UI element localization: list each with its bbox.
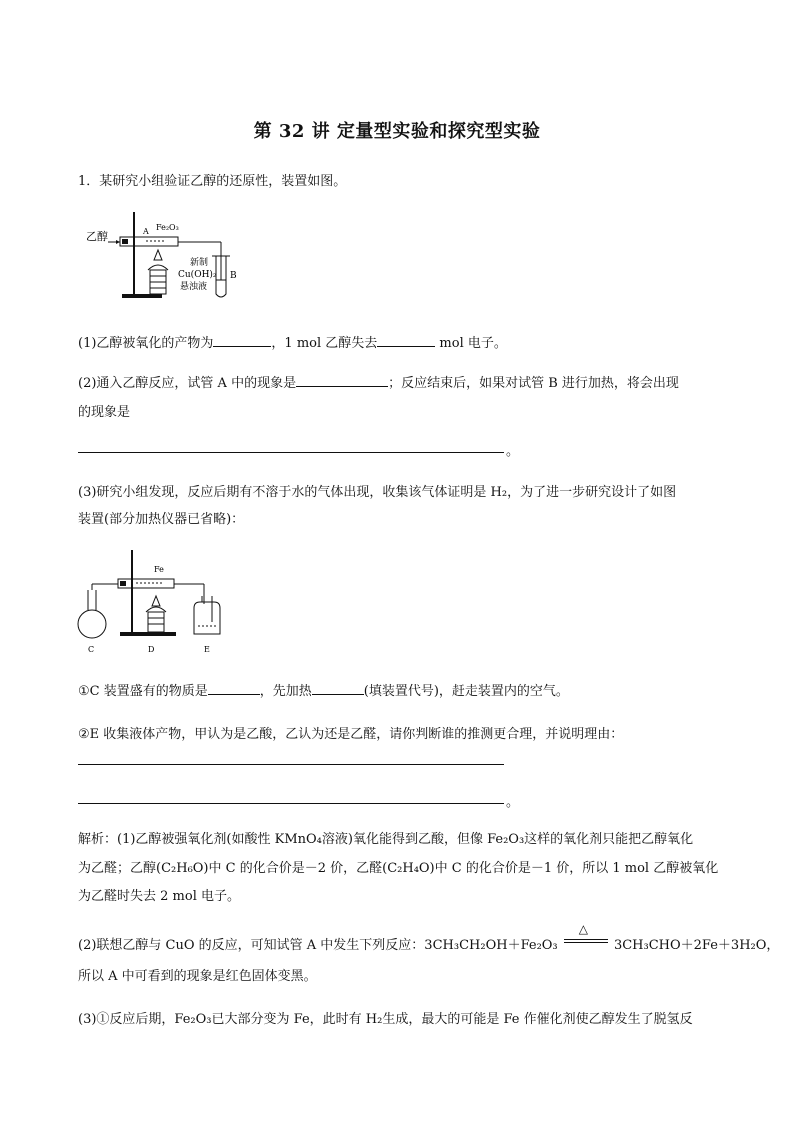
page-title: 第 32 讲 定量型实验和探究型实验 xyxy=(253,121,541,142)
question-1-3-cont: 装置(部分加热仪器已省略)： xyxy=(78,512,245,527)
period: 。 xyxy=(506,444,520,459)
question-1-1 xyxy=(78,332,507,351)
q1-1-text-a: (1)乙醇被氧化的产物为 xyxy=(78,336,214,351)
fig1-a-label: A xyxy=(143,227,149,236)
fig1-ethanol-label: 乙醇 xyxy=(86,230,108,243)
fig2-c-label: C xyxy=(88,645,95,654)
q1-1-text-b: ，1 mol 乙醇失去 xyxy=(271,336,378,351)
question-1-2 xyxy=(78,372,679,391)
apparatus-figure-2 xyxy=(72,546,232,658)
heat-symbol: △ xyxy=(578,922,589,936)
answer-blank-electrons[interactable] xyxy=(377,333,435,347)
fig2-d-label: D xyxy=(148,645,155,654)
fig2-e-label: E xyxy=(204,645,210,654)
analysis-line-5: 所以 A 中可看到的现象是红色固体变黑。 xyxy=(78,969,317,984)
analysis-line-2: 为乙醛；乙醇(C₂H₆O)中 C 的化合价是－2 价，乙醛(C₂H₄O)中 C 的化合价是－1 价，所以 1 mol 乙醇被氧化 xyxy=(78,861,719,876)
answer-line-reason-2[interactable] xyxy=(78,802,504,804)
fig1-cuoh2-label: Cu(OH)₂ xyxy=(178,270,217,280)
q1-1-text-c: mol 电子。 xyxy=(435,336,507,351)
question-1-2-cont: 的现象是 xyxy=(78,405,131,420)
analysis-equation-right: 3CH₃CHO＋2Fe＋3H₂O， xyxy=(613,938,780,953)
apparatus-figure-1 xyxy=(86,206,246,306)
analysis-line-1: 解析：(1)乙醇被强氧化剂(如酸性 KMnO₄溶液)氧化能得到乙酸，但像 Fe₂O₃这样的氧化剂只能把乙醇氧化 xyxy=(78,832,694,847)
q1-3-1-text-c: (填装置代号)，赶走装置内的空气。 xyxy=(363,684,569,699)
fig1-new-label: 新制 xyxy=(190,258,209,268)
fig1-fe2o3-label: Fe₂O₃ xyxy=(156,223,179,232)
analysis-line-6: (3)①反应后期，Fe₂O₃已大部分变为 Fe，此时有 H₂生成，最大的可能是 Fe 作催化剂使乙醇发生了脱氢反 xyxy=(78,1012,693,1027)
analysis-equation-left: (2)联想乙醇与 CuO 的反应，可知试管 A 中发生下列反应：3CH₃CH₂OH＋Fe₂O₃ xyxy=(78,938,558,953)
analysis-line-4 xyxy=(78,922,780,953)
answer-blank-substance[interactable] xyxy=(208,681,260,695)
fig1-b-label: B xyxy=(230,271,237,281)
fig1-suspension-label: 悬浊液 xyxy=(180,282,208,292)
q1-3-1-text-b: ，先加热 xyxy=(259,684,312,699)
question-1-3-2: ②E 收集液体产物，甲认为是乙酸，乙认为还是乙醛，请你判断谁的推测更合理，并说明理由： xyxy=(78,727,624,742)
answer-blank-phenomenon-a[interactable] xyxy=(296,373,388,387)
answer-line-reason-1[interactable] xyxy=(78,763,504,765)
fig2-fe-label: Fe xyxy=(154,565,164,574)
q1-3-1-text-a: ①C 装置盛有的物质是 xyxy=(78,684,208,699)
reaction-arrow xyxy=(562,922,610,949)
answer-blank-product[interactable] xyxy=(213,333,271,347)
analysis-line-3: 为乙醛时失去 2 mol 电子。 xyxy=(78,889,240,904)
question-1-3: (3)研究小组发现，反应后期有不溶于水的气体出现，收集该气体证明是 H₂，为了进一步研究设计了如图 xyxy=(78,485,677,500)
answer-line-phenomenon-b[interactable] xyxy=(78,451,504,453)
period: 。 xyxy=(506,795,520,810)
question-1-3-1 xyxy=(78,680,569,699)
q1-2-text-b: ；反应结束后，如果对试管 B 进行加热，将会出现 xyxy=(388,376,679,391)
question-stem: 1．某研究小组验证乙醇的还原性，装置如图。 xyxy=(78,174,347,189)
answer-blank-device[interactable] xyxy=(312,681,364,695)
q1-2-text-a: (2)通入乙醇反应，试管 A 中的现象是 xyxy=(78,376,297,391)
